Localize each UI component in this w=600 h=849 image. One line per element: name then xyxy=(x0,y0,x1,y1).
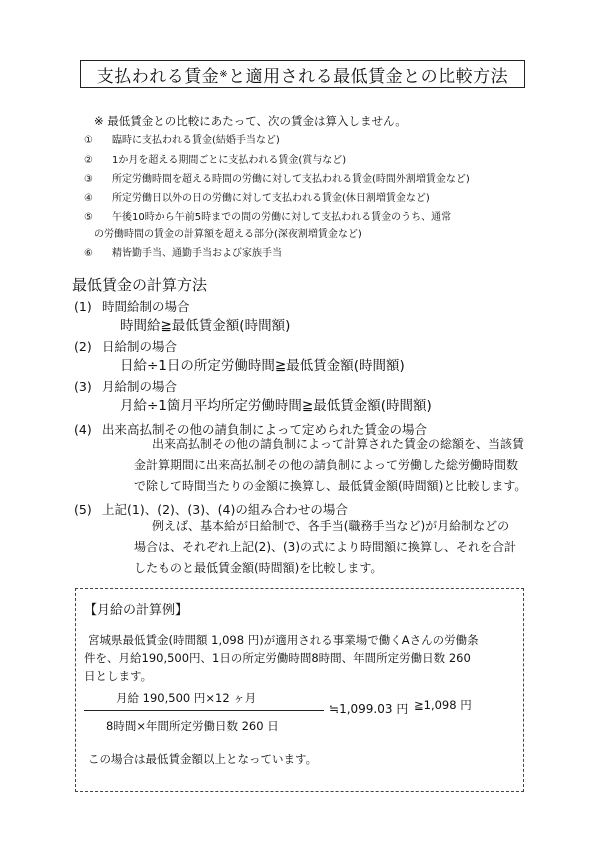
example-numerator: 月給 190,500 円×12 ヶ月 xyxy=(116,691,257,705)
calc-section-title: 最低賃金の計算方法 xyxy=(72,276,208,294)
calc-item-label: 月給制の場合 xyxy=(102,379,178,394)
calc-item-1-label xyxy=(74,297,190,315)
calc-item-2-formula: 日給÷1日の所定労働時間≧最低賃金額(時間額) xyxy=(120,358,405,374)
note-item-6 xyxy=(84,244,282,259)
example-denominator: 8時間×年間所定労働日数 260 日 xyxy=(106,719,279,733)
calc-item-num: (2) xyxy=(74,339,92,354)
note-item-2 xyxy=(84,151,346,166)
calc-item-3-label xyxy=(74,377,177,395)
calc-item-5-line-2: 場合は、それぞれ上記(2)、(3)の式により時間額に換算し、それを合計 xyxy=(134,540,516,554)
calc-example-box xyxy=(75,588,524,792)
example-result-approx: ≒1,099.03 円 xyxy=(329,702,409,716)
page-title xyxy=(80,60,525,88)
calc-item-label: 上記(1)、(2)、(3)、(4)の組み合わせの場合 xyxy=(102,502,348,517)
calc-item-1-formula: 時間給≧最低賃金額(時間額) xyxy=(120,318,291,334)
note-item-text: 午後10時から午前5時までの間の労働に対して支払われる賃金のうち、通常 xyxy=(112,212,452,223)
note-item-num: ② xyxy=(84,155,93,166)
calc-item-num: (5) xyxy=(74,502,92,517)
title-asterisk: ※ xyxy=(219,68,229,80)
note-item-text: 1か月を超える期間ごとに支払われる賃金(賞与など) xyxy=(112,155,347,166)
note-item-text: の労働時間の賃金の計算額を超える部分(深夜割増賃金など) xyxy=(94,229,362,240)
calc-item-num: (4) xyxy=(74,422,92,437)
calc-item-label: 出来高払制その他の請負制によって定められた賃金の場合 xyxy=(102,422,428,437)
calc-item-num: (1) xyxy=(74,299,92,314)
note-item-text: 精皆勤手当、通勤手当および家族手当 xyxy=(112,248,282,259)
example-line-1: 宮城県最低賃金(時間額 1,098 円)が適用される事業場で働くAさんの労働条 xyxy=(88,633,479,647)
calc-item-num: (3) xyxy=(74,379,92,394)
calc-item-3-formula: 月給÷1箇月平均所定労働時間≧最低賃金額(時間額) xyxy=(120,398,432,414)
example-conclusion: この場合は最低賃金額以上となっています。 xyxy=(88,752,318,766)
note-heading: ※ 最低賃金との比較にあたって、次の賃金は算入しません。 xyxy=(94,114,407,128)
note-item-4 xyxy=(84,189,430,204)
example-result-compare: ≧1,098 円 xyxy=(414,698,472,712)
title-main: 支払われる賃金 xyxy=(96,66,220,87)
calc-item-label: 日給制の場合 xyxy=(102,339,178,354)
note-item-text: 臨時に支払われる賃金(結婚手当など) xyxy=(112,135,280,146)
example-title: 【月給の計算例】 xyxy=(84,603,189,618)
calc-item-4-line-2: 金計算期間に出来高払制その他の請負制によって労働した総労働時間数 xyxy=(134,458,519,472)
example-line-3: 日とします。 xyxy=(84,669,153,683)
title-rest: と適用される最低賃金との比較方法 xyxy=(228,66,509,87)
note-item-text: 所定労働時間を超える時間の労働に対して支払われる賃金(時間外割増賃金など) xyxy=(112,174,470,185)
calc-item-5-line-3: したものと最低賃金額(時間額)を比較します。 xyxy=(134,561,383,575)
calc-item-2-label xyxy=(74,337,177,355)
note-item-num: ① xyxy=(84,135,93,146)
note-item-5 xyxy=(84,208,451,223)
note-item-num: ⑤ xyxy=(84,212,93,223)
calc-item-label: 時間給制の場合 xyxy=(102,299,190,314)
fraction-bar xyxy=(84,710,324,711)
note-item-num: ③ xyxy=(84,174,93,185)
calc-item-4-line-3: で除して時間当たりの金額に換算し、最低賃金額(時間額)と比較します。 xyxy=(134,479,527,493)
note-item-3 xyxy=(84,170,470,185)
example-line-2: 件を、月給190,500円、1日の所定労働時間8時間、年間所定労働日数 260 xyxy=(84,651,471,665)
note-item-num: ⑥ xyxy=(84,248,93,259)
calc-item-4-line-1: 出来高払制その他の請負制によって計算された賃金の総額を、当該賃 xyxy=(152,437,525,451)
note-item-5-cont xyxy=(94,225,362,240)
note-item-num: ④ xyxy=(84,193,93,204)
calc-item-5-line-1: 例えば、基本給が日給制で、各手当(職務手当など)が月給制などの xyxy=(152,519,510,533)
note-item-1 xyxy=(84,131,280,146)
note-item-text: 所定労働日以外の日の労働に対して支払われる賃金(休日割増賃金など) xyxy=(112,193,430,204)
